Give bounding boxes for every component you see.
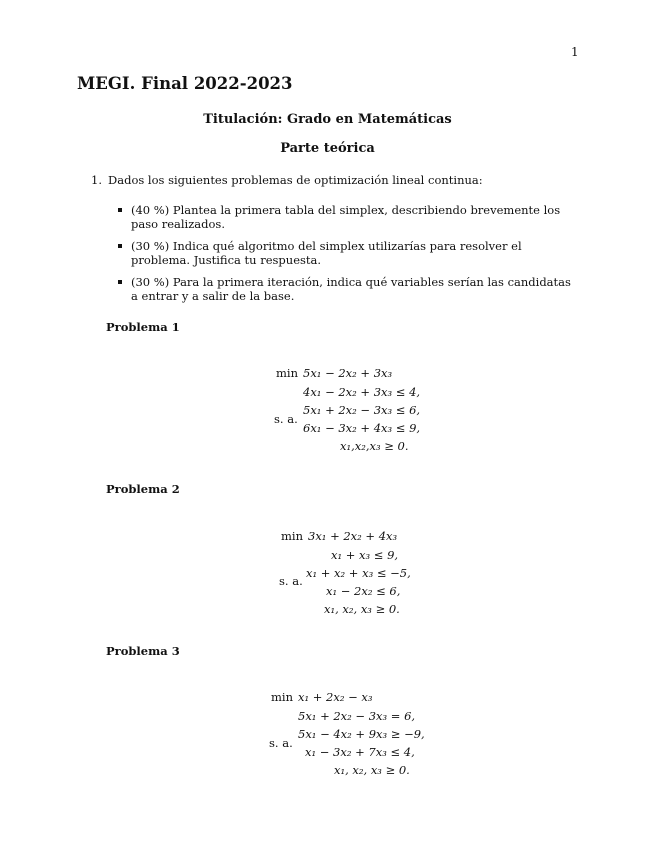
exam-title: MEGI. Final 2022-2023 — [77, 74, 293, 93]
constraint-3: x₁ − 2x₂ ≤ 6, — [326, 584, 401, 598]
constraint-1: 4x₁ − 2x₂ + 3x₃ ≤ 4, — [303, 385, 421, 399]
constraint-3: 6x₁ − 3x₂ + 4x₃ ≤ 9, — [303, 421, 421, 435]
question-1 — [91, 173, 483, 187]
min-label: min — [281, 529, 303, 543]
task-item — [118, 275, 580, 303]
constraint-4: x₁,x₂,x₃ ≥ 0. — [340, 439, 409, 453]
constraint-4: x₁, x₂, x₃ ≥ 0. — [324, 602, 400, 616]
degree-subtitle: Titulación: Grado en Matemáticas — [203, 112, 452, 127]
constraint-1: 5x₁ + 2x₂ − 3x₃ = 6, — [298, 709, 416, 723]
st-label: s. a. — [274, 412, 298, 426]
objective: 3x₁ + 2x₂ + 4x₃ — [308, 529, 398, 543]
question-text: Dados los siguientes problemas de optimización lineal continua: — [108, 173, 483, 187]
task-text: (30 %) Indica qué algoritmo del simplex utilizarías para resolver el problema. Justifica tu respuesta. — [131, 239, 522, 267]
problem-2-heading: Problema 2 — [106, 482, 180, 496]
objective: 5x₁ − 2x₂ + 3x₃ — [303, 366, 393, 380]
task-list — [118, 203, 580, 311]
constraint-4: x₁, x₂, x₃ ≥ 0. — [334, 763, 410, 777]
section-heading: Parte teórica — [280, 141, 375, 156]
min-label: min — [276, 366, 298, 380]
page-number: 1 — [571, 45, 579, 59]
bullet-icon — [118, 280, 122, 284]
problem-1-heading: Problema 1 — [106, 320, 180, 334]
constraint-2: x₁ + x₂ + x₃ ≤ −5, — [306, 566, 411, 580]
task-text: (40 %) Plantea la primera tabla del simplex, describiendo brevemente los paso realizados. — [131, 203, 561, 231]
bullet-icon — [118, 244, 122, 248]
st-label: s. a. — [269, 736, 293, 750]
task-item — [118, 239, 580, 267]
constraint-1: x₁ + x₃ ≤ 9, — [331, 548, 399, 562]
constraint-2: 5x₁ − 4x₂ + 9x₃ ≥ −9, — [298, 727, 425, 741]
bullet-icon — [118, 208, 122, 212]
constraint-3: x₁ − 3x₂ + 7x₃ ≤ 4, — [305, 745, 415, 759]
constraint-2: 5x₁ + 2x₂ − 3x₃ ≤ 6, — [303, 403, 421, 417]
task-text: (30 %) Para la primera iteración, indica qué variables serían las candidatas a entrar y a salir de la base. — [131, 275, 571, 303]
problem-3-heading: Problema 3 — [106, 644, 180, 658]
task-item — [118, 203, 580, 231]
st-label: s. a. — [279, 574, 303, 588]
question-number: 1. — [91, 173, 102, 187]
min-label: min — [271, 690, 293, 704]
objective: x₁ + 2x₂ − x₃ — [298, 690, 373, 704]
